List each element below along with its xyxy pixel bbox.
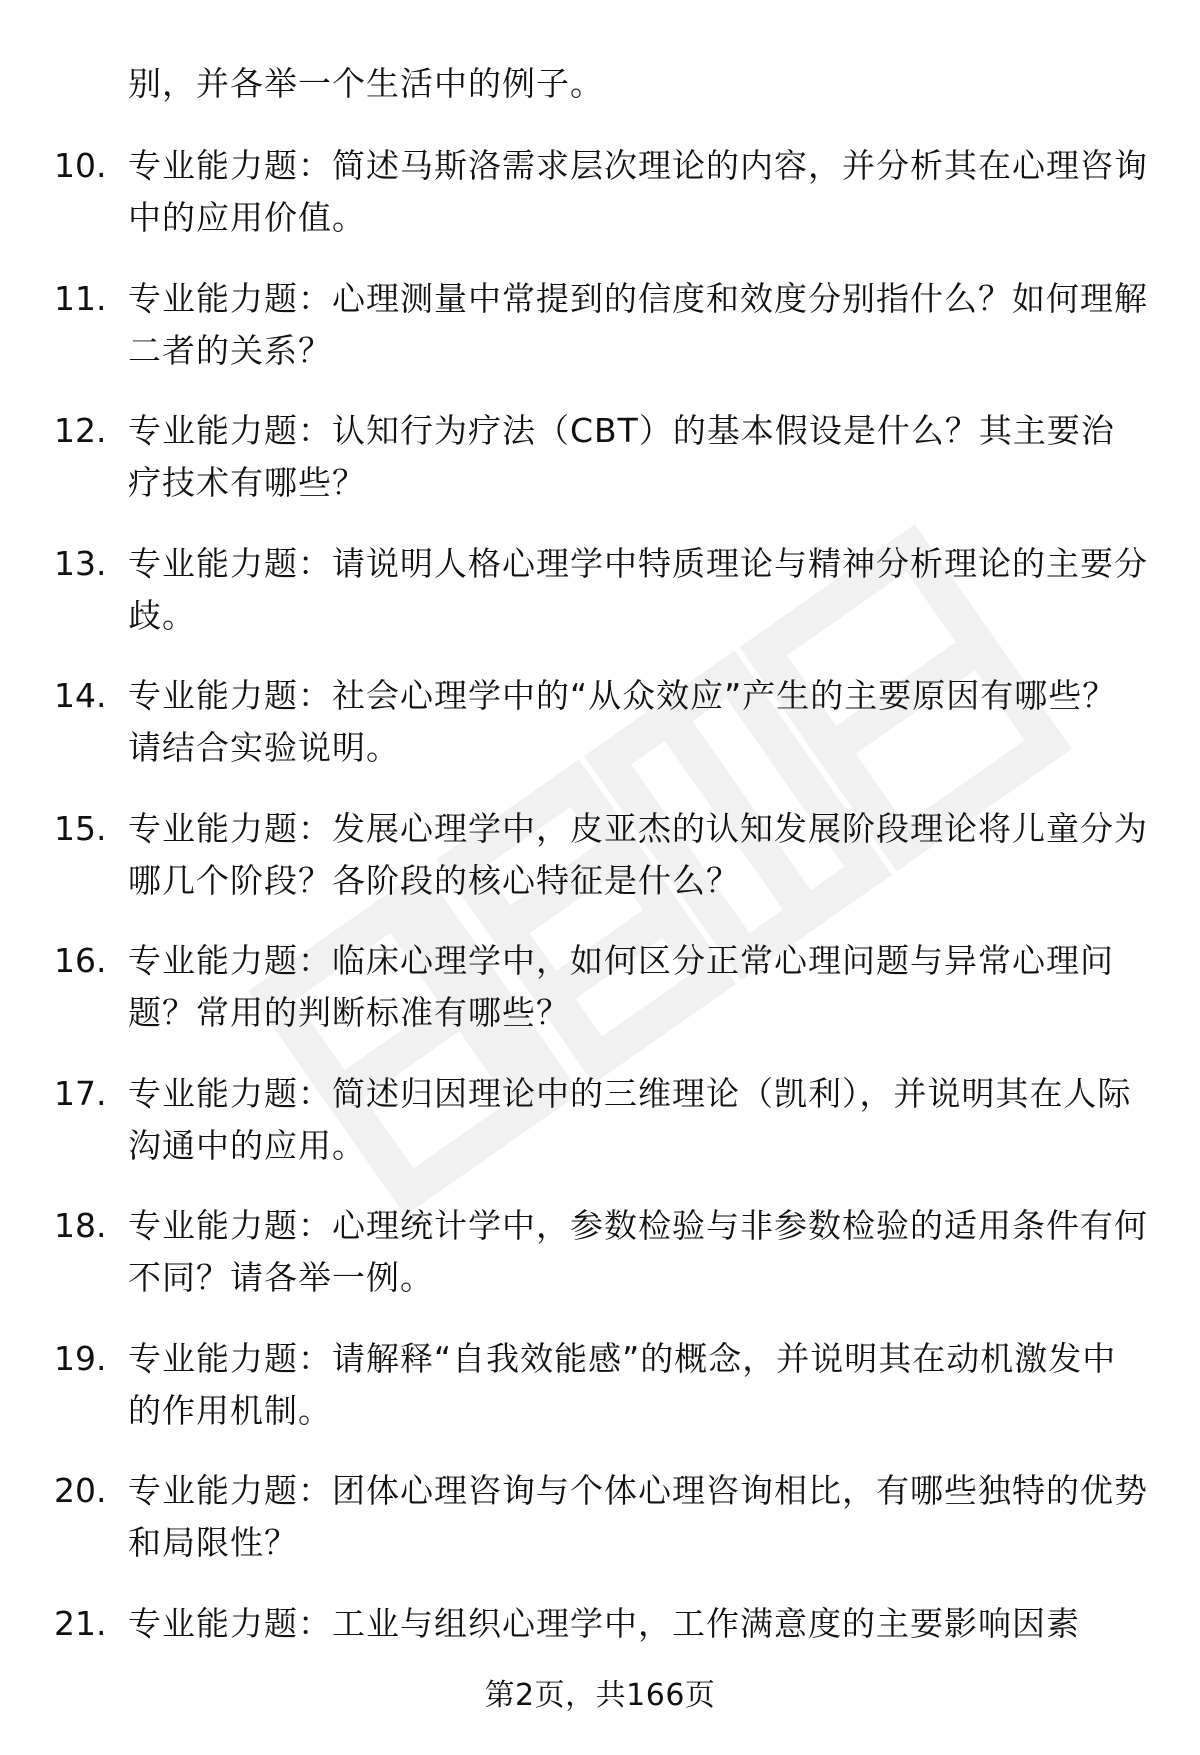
question-item [0,670,1200,803]
question-number: 11. [54,278,107,318]
question-text: 专业能力题：临床心理学中，如何区分正常心理问题与异常心理问题？常用的判断标准有哪些？ [128,941,1114,1032]
question-item [0,538,1200,671]
question-text: 专业能力题：认知行为疗法（CBT）的基本假设是什么？其主要治疗技术有哪些？ [128,411,1115,502]
question-text: 专业能力题：团体心理咨询与个体心理咨询相比，有哪些独特的优势和局限性？ [128,1471,1148,1562]
question-item [0,803,1200,936]
page-footer: 第2页，共166页 [484,1678,716,1713]
question-number: 10. [54,146,107,185]
question-item [0,273,1200,406]
question-text: 专业能力题：心理统计学中，参数检验与非参数检验的适用条件有何不同？请各举一例。 [128,1206,1148,1297]
question-item [0,1200,1200,1333]
question-text: 专业能力题：社会心理学中的“从众效应”产生的主要原因有哪些？请结合实验说明。 [128,676,1117,767]
question-number: 15. [54,808,107,848]
question-number: 18. [54,1206,107,1245]
question-number: 19. [54,1338,107,1378]
question-item [0,1465,1200,1598]
question-item [0,1333,1200,1466]
question-text: 专业能力题：心理测量中常提到的信度和效度分别指什么？如何理解二者的关系？ [128,278,1148,370]
question-text: 专业能力题：工业与组织心理学中，工作满意度的主要影响因素 [128,1603,1080,1643]
question-number: 17. [54,1073,107,1113]
question-list [0,140,1200,1730]
question-text: 专业能力题：发展心理学中，皮亚杰的认知发展阶段理论将儿童分为哪几个阶段？各阶段的核心特征是什么？ [128,808,1148,900]
question-number: 13. [54,543,107,583]
question-item [0,405,1200,538]
question-item [0,140,1200,273]
question-text: 专业能力题：简述归因理论中的三维理论（凯利），并说明其在人际沟通中的应用。 [128,1073,1132,1165]
question-text: 专业能力题：简述马斯洛需求层次理论的内容，并分析其在心理咨询中的应用价值。 [128,146,1148,237]
question-number: 21. [54,1603,107,1643]
question-item [0,935,1200,1068]
question-text: 专业能力题：请解释“自我效能感”的概念，并说明其在动机激发中的作用机制。 [128,1338,1117,1430]
continuation-text: 别，并各举一个生活中的例子。 [128,64,604,103]
question-number: 20. [54,1471,107,1510]
question-text: 专业能力题：请说明人格心理学中特质理论与精神分析理论的主要分歧。 [128,543,1148,635]
question-number: 14. [54,676,107,715]
question-number: 12. [54,411,107,450]
question-number: 16. [54,941,107,980]
question-item [0,1068,1200,1201]
